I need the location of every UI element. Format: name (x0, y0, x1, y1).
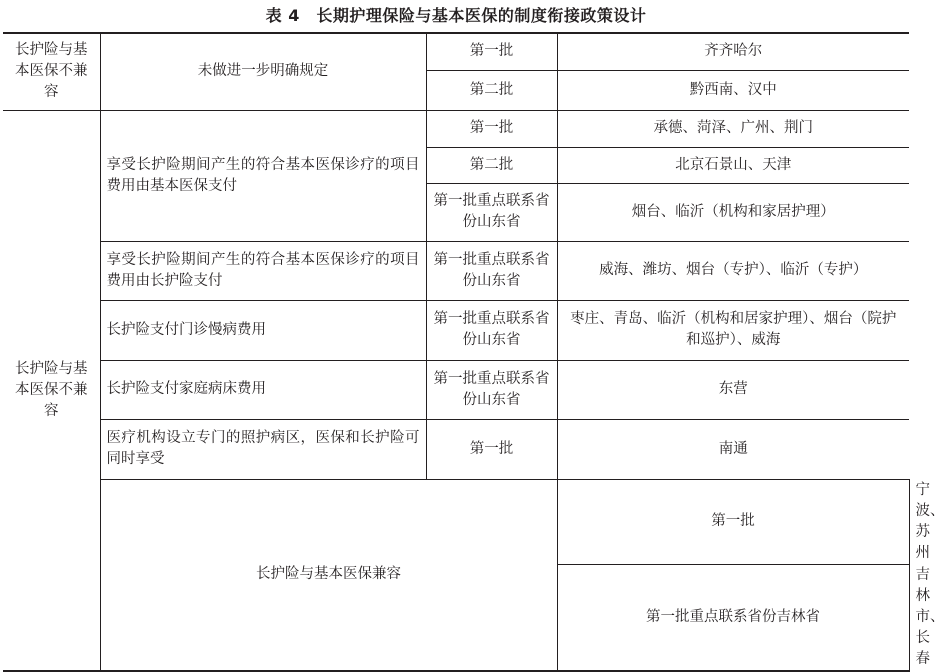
policy-cell: 未做进一步明确规定 (100, 33, 426, 110)
table-row (3, 110, 909, 147)
batch-cell: 第一批重点联系省份山东省 (426, 183, 557, 241)
table-row: 长护险与基本医保兼容 第一批 宁波、苏州 (3, 479, 909, 564)
table-row: 第一批重点联系省份吉林省 吉林市、长春 (3, 564, 909, 671)
table-row (3, 33, 909, 70)
cities-cell: 齐齐哈尔 (557, 33, 909, 70)
cities-cell: 东营 (557, 360, 909, 419)
batch-cell: 第一批 (557, 479, 909, 564)
cities-cell: 黔西南、汉中 (557, 70, 909, 110)
batch-cell: 第二批 (426, 147, 557, 183)
cities-cell: 枣庄、青岛、临沂（机构和居家护理）、烟台（院护和巡护）、威海 (557, 300, 909, 360)
table-row (3, 419, 909, 479)
batch-cell: 第一批 (426, 419, 557, 479)
cities-cell: 南通 (557, 419, 909, 479)
batch-cell: 第一批 (426, 110, 557, 147)
policy-cell: 长护险支付家庭病床费用 (100, 360, 426, 419)
table-row (3, 241, 909, 300)
policy-cell: 享受长护险期间产生的符合基本医保诊疗的项目费用由长护险支付 (100, 241, 426, 300)
policy-cell: 长护险支付门诊慢病费用 (100, 300, 426, 360)
batch-cell: 第一批重点联系省份吉林省 (557, 564, 909, 671)
batch-cell: 第一批 (426, 33, 557, 70)
category-cell: 长护险与基本医保不兼容 (3, 110, 100, 671)
batch-cell: 第一批重点联系省份山东省 (426, 360, 557, 419)
table-caption: 表 4 长期护理保险与基本医保的制度衔接政策设计 (265, 6, 647, 25)
policy-cell: 长护险与基本医保兼容 (100, 479, 557, 671)
policy-cell: 享受长护险期间产生的符合基本医保诊疗的项目费用由基本医保支付 (100, 110, 426, 241)
cities-cell: 北京石景山、天津 (557, 147, 909, 183)
batch-cell: 第二批 (426, 70, 557, 110)
cities-cell: 承德、菏泽、广州、荆门 (557, 110, 909, 147)
category-cell: 长护险与基本医保不兼容 (3, 33, 100, 110)
batch-cell: 第一批重点联系省份山东省 (426, 300, 557, 360)
policy-cell: 医疗机构设立专门的照护病区，医保和长护险可同时享受 (100, 419, 426, 479)
batch-cell: 第一批重点联系省份山东省 (426, 241, 557, 300)
policy-table (3, 32, 945, 672)
cities-cell: 威海、潍坊、烟台（专护）、临沂（专护） (557, 241, 909, 300)
table-row (3, 300, 909, 360)
table-row (3, 360, 909, 419)
cities-cell: 烟台、临沂（机构和家居护理） (557, 183, 909, 241)
